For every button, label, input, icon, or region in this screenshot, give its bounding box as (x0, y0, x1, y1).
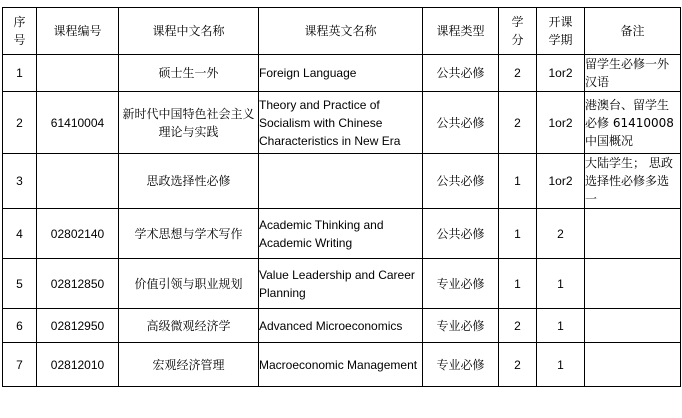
cell-course-code (37, 154, 119, 209)
cell-course-type: 公共必修 (423, 209, 499, 259)
cell-remark (585, 209, 681, 259)
table-row (3, 343, 681, 387)
cell-seq: 5 (3, 259, 37, 309)
cell-course-code: 61410004 (37, 92, 119, 154)
column-header-course-name-en: 课程英文名称 (259, 8, 423, 55)
cell-course-type: 专业必修 (423, 309, 499, 343)
cell-term: 1 (537, 259, 585, 309)
cell-remark: 大陆学生； 思政选择性必修多选一 (585, 154, 681, 209)
page-top-margin (0, 0, 682, 7)
cell-term: 1or2 (537, 154, 585, 209)
cell-course-type: 公共必修 (423, 154, 499, 209)
cell-course-name-cn: 硕士生一外 (119, 55, 259, 92)
cell-course-name-cn: 思政选择性必修 (119, 154, 259, 209)
column-header-term (537, 8, 585, 55)
table-row (3, 259, 681, 309)
table-body (3, 55, 681, 387)
cell-seq: 2 (3, 92, 37, 154)
column-header-seq-line1: 序 (13, 15, 26, 29)
table-header (3, 8, 681, 55)
cell-credits: 2 (499, 309, 537, 343)
cell-seq: 7 (3, 343, 37, 387)
column-header-term-line1: 开课 (548, 15, 573, 29)
table-row (3, 209, 681, 259)
cell-course-code: 02812950 (37, 309, 119, 343)
cell-course-name-en: Foreign Language (259, 55, 423, 92)
cell-term: 1or2 (537, 55, 585, 92)
table-row (3, 309, 681, 343)
cell-course-code: 02802140 (37, 209, 119, 259)
column-header-credits (499, 8, 537, 55)
cell-credits: 2 (499, 92, 537, 154)
cell-course-name-en: Macroeconomic Management (259, 343, 423, 387)
cell-course-code: 02812850 (37, 259, 119, 309)
cell-remark (585, 259, 681, 309)
cell-term: 1or2 (537, 92, 585, 154)
column-header-course-name-cn: 课程中文名称 (119, 8, 259, 55)
cell-term: 1 (537, 343, 585, 387)
table-row (3, 92, 681, 154)
cell-course-type: 公共必修 (423, 92, 499, 154)
cell-course-name-cn: 高级微观经济学 (119, 309, 259, 343)
cell-course-name-cn: 宏观经济管理 (119, 343, 259, 387)
cell-seq: 1 (3, 55, 37, 92)
cell-course-name-en: Academic Thinking and Academic Writing (259, 209, 423, 259)
cell-remark: 港澳台、留学生必修 61410008 中国概况 (585, 92, 681, 154)
cell-course-name-cn: 新时代中国特色社会主义理论与实践 (119, 92, 259, 154)
cell-credits: 2 (499, 55, 537, 92)
cell-course-name-en (259, 154, 423, 209)
cell-remark: 留学生必修一外汉语 (585, 55, 681, 92)
cell-course-type: 专业必修 (423, 343, 499, 387)
cell-course-type: 专业必修 (423, 259, 499, 309)
column-header-course-code: 课程编号 (37, 8, 119, 55)
cell-term: 1 (537, 309, 585, 343)
column-header-remark: 备注 (585, 8, 681, 55)
column-header-seq-line2: 号 (13, 33, 26, 47)
cell-course-name-en: Value Leadership and Career Planning (259, 259, 423, 309)
cell-credits: 1 (499, 154, 537, 209)
cell-course-name-cn: 学术思想与学术写作 (119, 209, 259, 259)
cell-course-name-en: Theory and Practice of Socialism with Chinese Characteristics in New Era (259, 92, 423, 154)
cell-course-name-cn: 价值引领与职业规划 (119, 259, 259, 309)
column-header-credits-line1: 学 (511, 15, 524, 29)
cell-seq: 6 (3, 309, 37, 343)
table-row (3, 154, 681, 209)
column-header-term-line2: 学期 (548, 33, 573, 47)
table-row (3, 55, 681, 92)
cell-remark (585, 343, 681, 387)
column-header-credits-line2: 分 (511, 33, 524, 47)
table-header-row (3, 8, 681, 55)
cell-credits: 1 (499, 259, 537, 309)
course-table (2, 7, 681, 387)
cell-course-type: 公共必修 (423, 55, 499, 92)
cell-credits: 1 (499, 209, 537, 259)
cell-course-code (37, 55, 119, 92)
column-header-seq (3, 8, 37, 55)
cell-seq: 4 (3, 209, 37, 259)
cell-course-name-en: Advanced Microeconomics (259, 309, 423, 343)
cell-seq: 3 (3, 154, 37, 209)
cell-term: 2 (537, 209, 585, 259)
cell-course-code: 02812010 (37, 343, 119, 387)
cell-remark (585, 309, 681, 343)
cell-credits: 2 (499, 343, 537, 387)
column-header-course-type: 课程类型 (423, 8, 499, 55)
